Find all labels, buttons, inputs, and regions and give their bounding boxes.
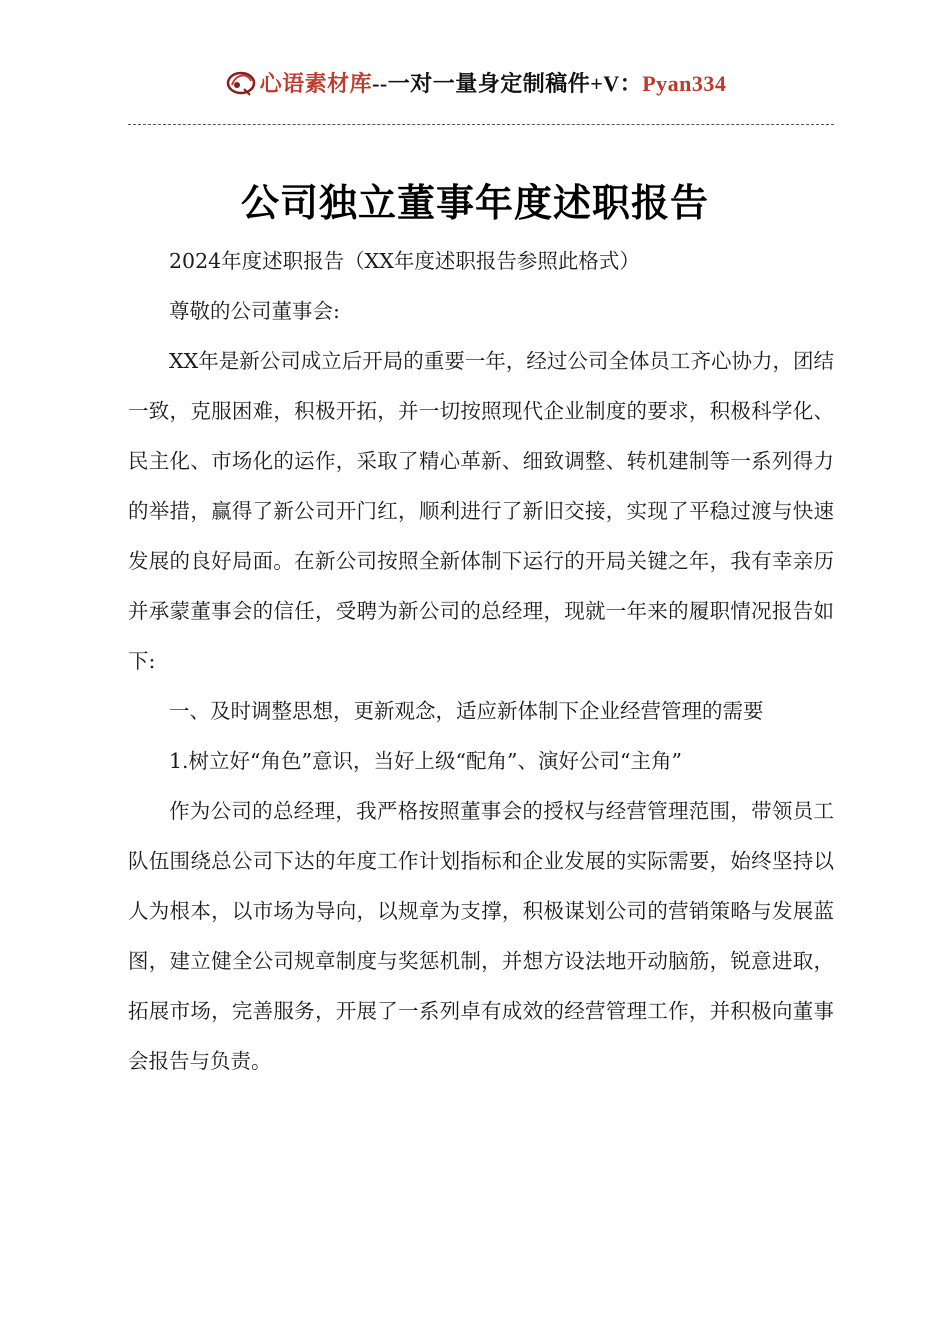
swirl-logo-icon [224,65,258,99]
document-body [128,236,834,1086]
section-heading-1: 一、及时调整思想，更新观念，适应新体制下企业经营管理的需要 [169,699,764,723]
document-title: 公司独立董事年度述职报告 [240,181,709,225]
header-slogan: 一对一量身定制稿件+V： [387,70,643,96]
subsection-heading-1-1: 1.树立好“角色”意识，当好上级“配角”、演好公司“主角” [169,749,682,773]
header-separator: -- [372,70,388,96]
header-text [260,67,727,98]
salutation: 尊敬的公司董事会: [169,299,340,323]
header-brand: 心语素材库 [259,70,373,96]
report-year-line: 2024年度述职报告（XX年度述职报告参照此格式） [169,249,640,273]
intro-paragraph: XX年是新公司成立后开局的重要一年，经过公司全体员工齐心协力，团结一致，克服困难，积极开拓，并一切按照现代企业制度的要求，积极科学化、民主化、市场化的运作，采取了精心革新、细致调整、转机建制等一系列得力的举措，赢得了新公司开门红，顺利进行了新旧交接，实现了平稳过渡与快速发展的良好局面。在新公司按照全新体制下运行的开局关键之年，我有幸亲历并承蒙董事会的信任，受聘为新公司的总经理，现就一年来的履职情况报告如下: [128,349,834,673]
page-header [0,60,950,104]
header-contact: Pyan334 [642,70,727,96]
body-paragraph: 作为公司的总经理，我严格按照董事会的授权与经营管理范围，带领员工队伍围绕总公司下达的年度工作计划指标和企业发展的实际需要，始终坚持以人为根本，以市场为导向，以规章为支撑，积极谋划公司的营销策略与发展蓝图，建立健全公司规章制度与奖惩机制，并想方设法地开动脑筋，锐意进取，拓展市场，完善服务，开展了一系列卓有成效的经营管理工作，并积极向董事会报告与负责。 [128,799,834,1073]
header-divider [128,124,834,125]
